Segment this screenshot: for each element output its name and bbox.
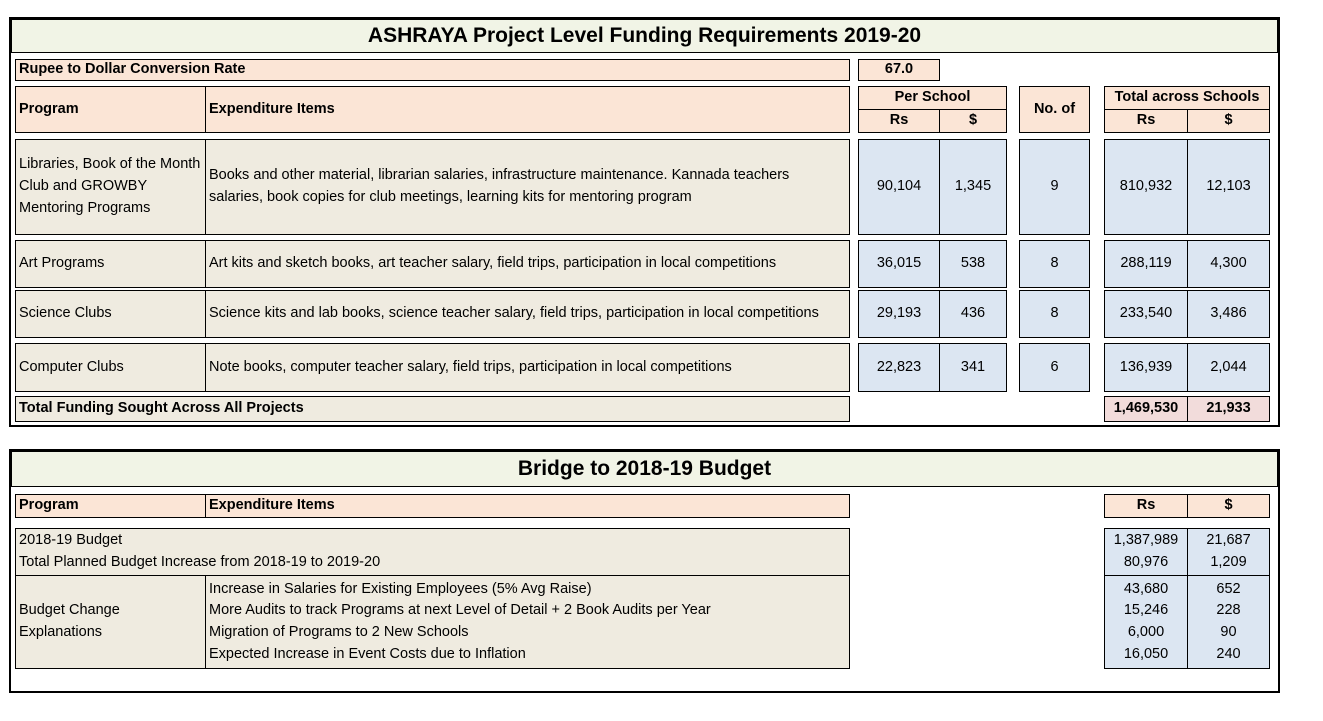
bridge-title <box>11 451 1278 487</box>
header-per-school-usd-text: $ <box>968 112 978 129</box>
table-row-program <box>15 343 206 392</box>
value-text: 810,932 <box>1119 178 1173 195</box>
row-total-usd <box>1187 139 1270 235</box>
conversion-rate-label-text: Rupee to Dollar Conversion Rate <box>19 61 246 78</box>
total-funding-label <box>15 396 850 422</box>
row-per-school-usd <box>939 343 1007 392</box>
budget-change-items <box>205 575 850 669</box>
row-total-usd <box>1187 290 1270 338</box>
row-per-school-usd <box>939 290 1007 338</box>
row-total-rs <box>1104 290 1188 338</box>
row-total-rs <box>1104 139 1188 235</box>
row-per-school-usd <box>939 240 1007 288</box>
list-item: Expected Increase in Event Costs due to Inflation <box>209 645 526 662</box>
total-funding-rs <box>1104 396 1188 422</box>
bridge-summary-rs <box>1104 528 1188 576</box>
value-text: 22,823 <box>876 358 922 375</box>
header-total-usd-text: $ <box>1224 112 1233 129</box>
bridge-header-usd-text: $ <box>1224 497 1233 514</box>
header-no-of <box>1019 86 1090 133</box>
increase-rs-value: 80,976 <box>1123 554 1169 570</box>
value-text: 136,939 <box>1119 358 1173 375</box>
row-program-text: Computer Clubs <box>19 358 124 375</box>
table-row-items <box>205 290 850 338</box>
value-text: 29,193 <box>876 305 922 322</box>
bridge-header-rs <box>1104 494 1188 518</box>
header-expenditure-text: Expenditure Items <box>209 100 335 117</box>
row-count <box>1019 343 1090 392</box>
bridge-title-text: Bridge to 2018-19 Budget <box>517 457 772 480</box>
budget-rs-value: 1,387,989 <box>1113 532 1179 549</box>
value-text: 8 <box>1050 305 1059 322</box>
budget-change-rs <box>1104 575 1188 669</box>
header-program-text: Program <box>19 100 79 117</box>
row-program-text: Libraries, Book of the Month Club and GROWBY Mentoring Programs <box>19 156 201 216</box>
value-text: 436 <box>960 305 986 322</box>
bridge-header-expenditure-text: Expenditure Items <box>209 497 335 514</box>
header-total-across <box>1104 86 1270 110</box>
header-program <box>15 86 206 133</box>
row-program-text: Art Programs <box>19 255 105 272</box>
budget-change-usd <box>1187 575 1270 669</box>
value-text: 8 <box>1050 255 1059 272</box>
change-usd-value: 228 <box>1216 602 1241 619</box>
change-rs-value: 16,050 <box>1123 645 1169 662</box>
header-total-across-text: Total across Schools <box>1114 89 1260 106</box>
value-text: 2,044 <box>1210 358 1247 375</box>
total-funding-usd <box>1187 396 1270 422</box>
budget-increase-label: Total Planned Budget Increase from 2018-19 to 2019-20 <box>19 554 381 570</box>
table-row-items <box>205 343 850 392</box>
funding-title <box>11 19 1278 53</box>
list-item: Increase in Salaries for Existing Employees (5% Avg Raise) <box>209 580 592 597</box>
bridge-summary-block <box>15 528 850 576</box>
budget-change-label <box>15 575 206 669</box>
bridge-header-program-text: Program <box>19 497 79 514</box>
value-text: 341 <box>960 358 986 375</box>
bridge-header-usd <box>1187 494 1270 518</box>
header-per-school-rs-text: Rs <box>889 112 909 129</box>
value-text: 36,015 <box>876 255 922 272</box>
budget-change-label-line-2: Explanations <box>19 624 103 640</box>
row-items-text: Science kits and lab books, science teacher salary, field trips, participation in local competitions <box>209 305 819 322</box>
header-per-school-rs <box>858 109 940 133</box>
row-total-rs <box>1104 240 1188 288</box>
bridge-summary-usd <box>1187 528 1270 576</box>
table-row-items <box>205 139 850 235</box>
value-text: 3,486 <box>1210 305 1247 322</box>
row-total-usd <box>1187 343 1270 392</box>
change-usd-value: 90 <box>1220 624 1237 640</box>
change-usd-value: 240 <box>1216 645 1241 662</box>
bridge-header-rs-text: Rs <box>1136 497 1156 514</box>
row-items-text: Art kits and sketch books, art teacher salary, field trips, participation in local competitions <box>209 255 777 272</box>
value-text: 6 <box>1050 358 1059 375</box>
header-expenditure <box>205 86 850 133</box>
conversion-rate-value-text: 67.0 <box>884 61 914 78</box>
value-text: 4,300 <box>1210 255 1247 272</box>
row-per-school-rs <box>858 343 940 392</box>
row-items-text: Note books, computer teacher salary, field trips, participation in local competitions <box>209 358 732 375</box>
header-total-usd <box>1187 109 1270 133</box>
funding-title-text: ASHRAYA Project Level Funding Requirements 2019-20 <box>367 24 922 47</box>
change-rs-value: 6,000 <box>1127 624 1165 640</box>
header-per-school <box>858 86 1007 110</box>
list-item: Migration of Programs to 2 New Schools <box>209 624 469 640</box>
value-text: 9 <box>1050 178 1059 195</box>
row-count <box>1019 290 1090 338</box>
header-total-rs-text: Rs <box>1136 112 1156 129</box>
header-per-school-text: Per School <box>894 89 971 106</box>
value-text: 90,104 <box>876 178 922 195</box>
header-total-rs <box>1104 109 1188 133</box>
change-rs-value: 43,680 <box>1123 580 1169 597</box>
list-item: More Audits to track Programs at next Level of Detail + 2 Book Audits per Year <box>209 602 711 619</box>
value-text: 538 <box>960 255 986 272</box>
row-per-school-usd <box>939 139 1007 235</box>
value-text: 233,540 <box>1119 305 1173 322</box>
total-funding-label-text: Total Funding Sought Across All Projects <box>19 400 304 417</box>
change-usd-value: 652 <box>1216 580 1241 597</box>
table-row-program <box>15 240 206 288</box>
bridge-header-expenditure <box>205 494 850 518</box>
change-rs-value: 15,246 <box>1123 602 1169 619</box>
row-count <box>1019 139 1090 235</box>
budget-usd-value: 21,687 <box>1206 532 1251 549</box>
row-program-text: Science Clubs <box>19 305 112 322</box>
value-text: 12,103 <box>1206 178 1251 195</box>
value-text: 1,345 <box>954 178 992 195</box>
table-row-items <box>205 240 850 288</box>
header-per-school-usd <box>939 109 1007 133</box>
table-row-program <box>15 139 206 235</box>
budget-2018-19-label: 2018-19 Budget <box>19 532 123 549</box>
row-total-rs <box>1104 343 1188 392</box>
total-funding-usd-text: 21,933 <box>1206 400 1251 417</box>
bridge-header-program <box>15 494 206 518</box>
row-items-text: Books and other material, librarian salaries, infrastructure maintenance. Kannada teachers salaries, book copies for club meetings, learning kits for mentoring program <box>209 167 790 205</box>
table-row-program <box>15 290 206 338</box>
row-per-school-rs <box>858 290 940 338</box>
conversion-rate-label <box>15 59 850 81</box>
increase-usd-value: 1,209 <box>1210 554 1247 570</box>
row-per-school-rs <box>858 240 940 288</box>
value-text: 288,119 <box>1120 255 1172 272</box>
row-total-usd <box>1187 240 1270 288</box>
header-no-of-text: No. of <box>1033 100 1076 117</box>
row-count <box>1019 240 1090 288</box>
row-per-school-rs <box>858 139 940 235</box>
budget-change-label-line-1: Budget Change <box>19 602 120 619</box>
total-funding-rs-text: 1,469,530 <box>1113 400 1179 417</box>
conversion-rate-value <box>858 59 940 81</box>
